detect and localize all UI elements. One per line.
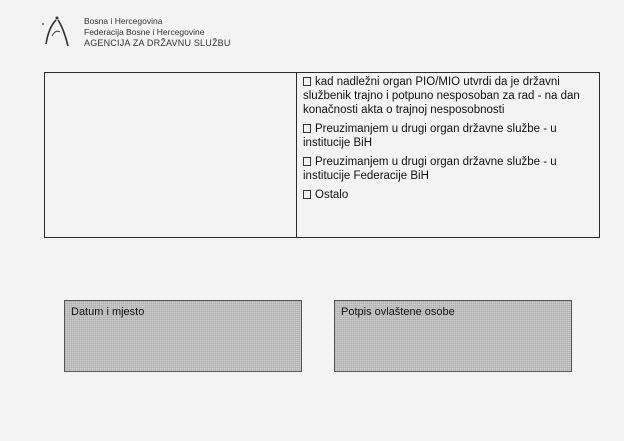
option-label: Preuzimanjem u drugi organ državne službe - u institucije BiH <box>303 123 557 149</box>
table-right-cell <box>297 73 599 237</box>
date-place-field[interactable] <box>64 300 302 372</box>
option-label: kad nadležni organ PIO/MIO utvrdi da je državni službenik trajno i potpuno nesposoban za rad - na dan konačnosti akta o trajnoj nesposobnosti <box>303 76 580 116</box>
option-transfer-federation[interactable] <box>303 155 593 183</box>
signature-label: Potpis ovlaštene osobe <box>341 306 455 318</box>
checkbox-icon[interactable] <box>303 157 311 166</box>
checkbox-icon[interactable] <box>303 77 311 86</box>
header-text <box>84 16 231 49</box>
checkbox-icon[interactable] <box>303 124 311 133</box>
document-header <box>38 14 231 54</box>
option-other[interactable] <box>303 188 593 202</box>
header-federation: Federacija Bosne i Hercegovine <box>84 27 205 37</box>
option-incapacity[interactable] <box>303 75 593 117</box>
signature-field[interactable] <box>334 300 572 372</box>
option-transfer-bih[interactable] <box>303 122 593 150</box>
date-place-label: Datum i mjesto <box>71 306 145 318</box>
agency-logo-icon <box>38 14 78 54</box>
termination-reason-table <box>44 72 600 238</box>
checkbox-icon[interactable] <box>303 190 311 199</box>
header-agency: AGENCIJA ZA DRŽAVNU SLUŽBU <box>84 38 231 48</box>
option-label: Ostalo <box>315 189 349 201</box>
header-country: Bosna i Hercegovina <box>84 16 163 26</box>
option-label: Preuzimanjem u drugi organ državne službe - u institucije Federacije BiH <box>303 156 557 182</box>
table-left-cell <box>45 73 297 237</box>
